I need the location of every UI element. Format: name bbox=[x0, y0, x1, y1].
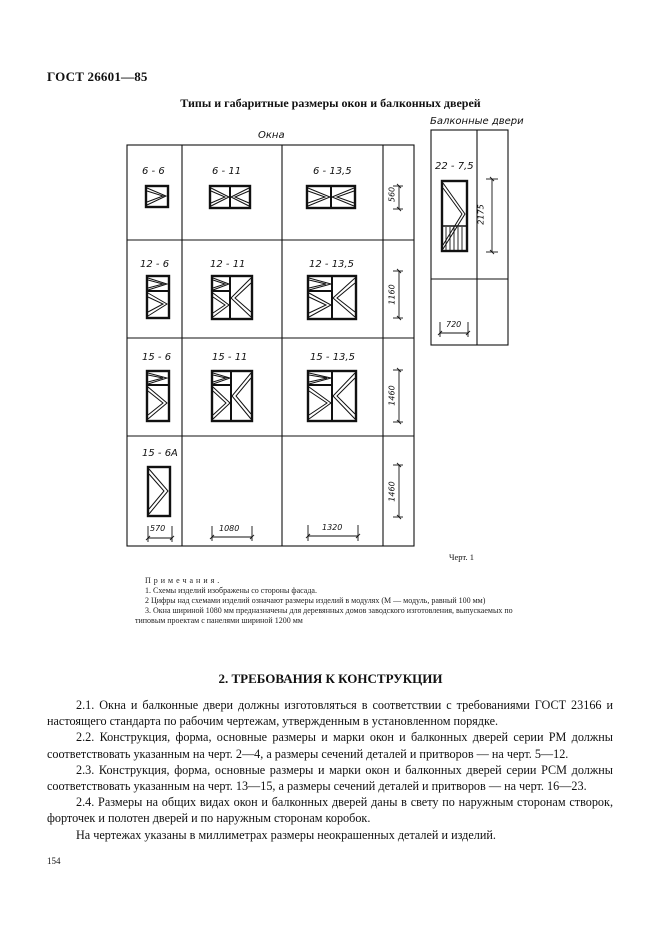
window-6-6 bbox=[146, 186, 168, 207]
section-title: 2. ТРЕБОВАНИЯ К КОНСТРУКЦИИ bbox=[218, 671, 443, 686]
mark-12-13-5: 12 - 13,5 bbox=[309, 259, 354, 270]
note-2: 2 Цифры над схемами изделий означают размеры изделий в модулях (М — модуль, равный 100 мм) bbox=[145, 596, 486, 605]
windows-label: Окна bbox=[258, 130, 285, 141]
note-3: 3. Окна шириной 1080 мм предназначены для деревянных домов заводского изготовления, выпускаемых по типовым проектам с панелями шириной 1200 мм bbox=[135, 606, 513, 625]
standard-number: ГОСТ 26601—85 bbox=[47, 69, 148, 84]
section-body bbox=[47, 697, 613, 843]
mark-12-11: 12 - 11 bbox=[210, 259, 246, 270]
paragraph-2-1: 2.1. Окна и балконные двери должны изготовляться в соответствии с требованиями ГОСТ 23166 и настоящего стандарта по рабочим чертежам, утвержденным в установленном порядке. bbox=[47, 698, 613, 729]
mark-15-6: 15 - 6 bbox=[142, 352, 172, 363]
window-15-11 bbox=[212, 371, 252, 421]
paragraph-2-4: 2.4. Размеры на общих видах окон и балконных дверей даны в свету по наружным сторонам створок, форточек и полотен дверей и по наружным сторонам коробок. bbox=[47, 795, 613, 826]
mark-15-13-5: 15 - 13,5 bbox=[310, 352, 355, 363]
balcony-door-22-7-5 bbox=[442, 181, 467, 251]
window-6-13-5 bbox=[307, 186, 355, 208]
balcony-doors-label: Балконные двери bbox=[430, 116, 524, 127]
mark-6-13-5: 6 - 13,5 bbox=[313, 166, 352, 177]
width-dim-col3: 1320 bbox=[322, 523, 343, 532]
window-15-6a bbox=[148, 467, 170, 516]
height-dim-row1: 560 bbox=[387, 186, 397, 203]
paragraph-2-3: 2.3. Конструкция, форма, основные размеры и марки окон и балконных дверей серии РСМ должны соответствовать указанным на черт. 13—15, а размеры сечений деталей и притворов — на черт. 16—23. bbox=[47, 762, 613, 794]
mark-6-11: 6 - 11 bbox=[212, 166, 242, 177]
window-12-13-5 bbox=[308, 276, 356, 319]
window-12-6 bbox=[147, 276, 169, 318]
height-dim-row2: 1160 bbox=[387, 284, 397, 305]
height-dim-row3: 1460 bbox=[387, 385, 397, 406]
mark-22-7-5: 22 - 7,5 bbox=[435, 161, 474, 172]
balcony-dimensions bbox=[440, 179, 498, 337]
notes bbox=[135, 576, 525, 626]
notes-heading: Примечания. bbox=[145, 576, 223, 585]
figure-caption: Черт. 1 bbox=[449, 552, 475, 562]
window-15-13-5 bbox=[308, 371, 356, 421]
mark-15-6a: 15 - 6A bbox=[142, 448, 178, 459]
balcony-height-dim: 2175 bbox=[476, 204, 486, 225]
mark-6-6: 6 - 6 bbox=[142, 166, 165, 177]
page-number: 154 bbox=[47, 856, 61, 866]
paragraph-note: На чертежах указаны в миллиметрах размеры неокрашенных деталей и изделий. bbox=[76, 827, 496, 842]
mark-15-11: 15 - 11 bbox=[212, 352, 248, 363]
balcony-width-dim: 720 bbox=[446, 320, 462, 329]
figure-title: Типы и габаритные размеры окон и балконных дверей bbox=[180, 96, 481, 110]
paragraph-2-2: 2.2. Конструкция, форма, основные размеры и марки окон и балконных дверей серии РМ должны соответствовать указанным на черт. 2—4, а размеры сечений деталей и притворов — на черт. 5—12. bbox=[47, 730, 613, 761]
window-6-11 bbox=[210, 186, 250, 208]
window-15-6 bbox=[147, 371, 169, 421]
width-dim-col2: 1080 bbox=[219, 524, 240, 533]
height-dim-row4: 1460 bbox=[387, 481, 397, 502]
note-1: 1. Схемы изделий изображены со стороны фасада. bbox=[145, 586, 317, 595]
window-12-11 bbox=[212, 276, 252, 319]
height-dimensions bbox=[393, 186, 403, 517]
width-dim-col1: 570 bbox=[150, 524, 166, 533]
mark-12-6: 12 - 6 bbox=[140, 259, 170, 270]
